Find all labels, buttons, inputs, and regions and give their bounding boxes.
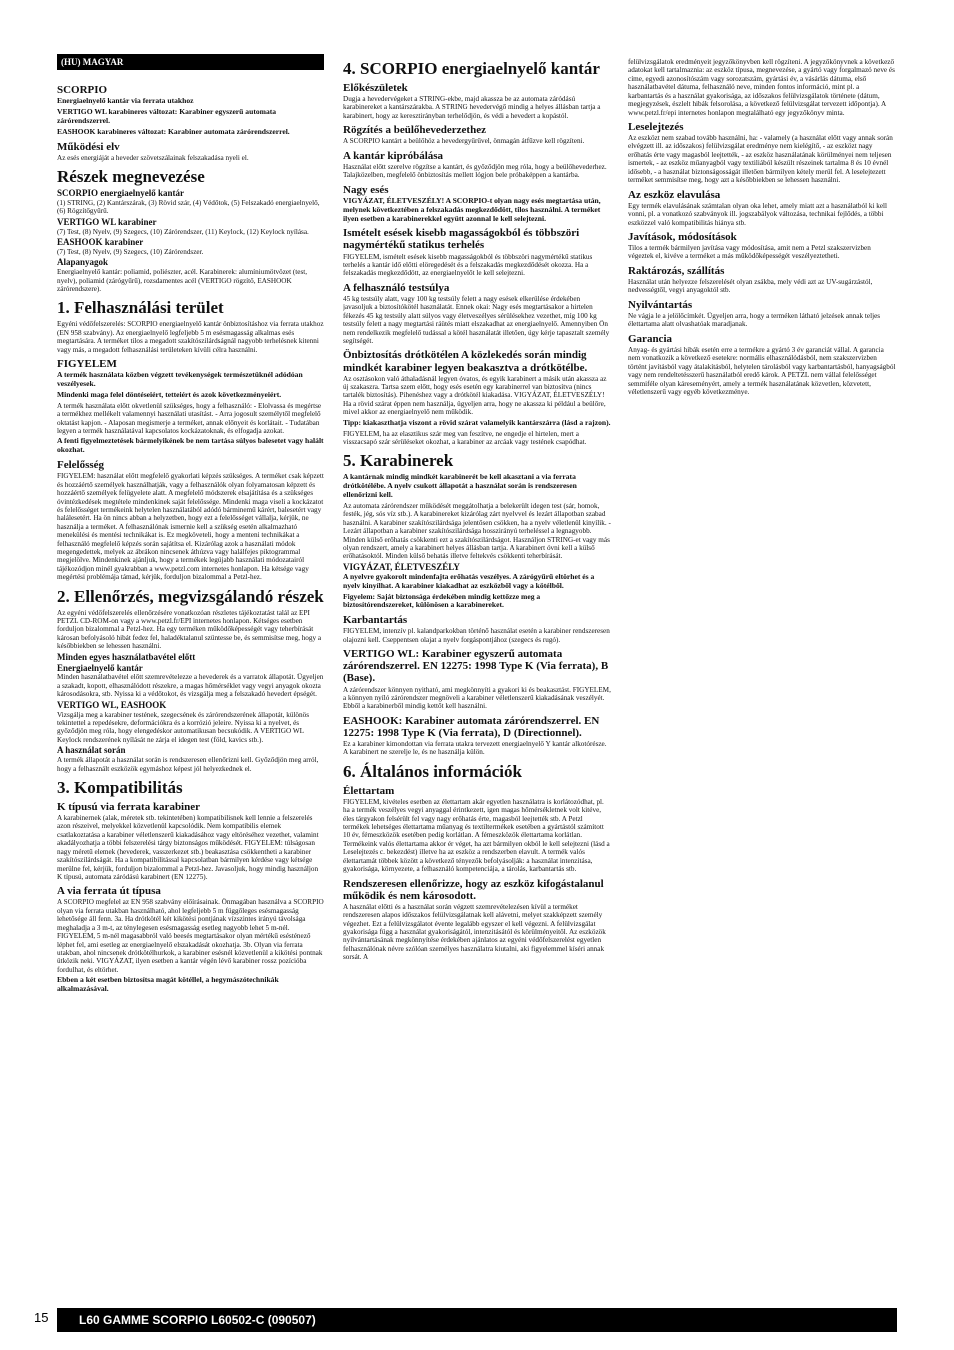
- paragraph: A kantárnak mindig mindkét karabinerét be kell akasztani a via ferrata drótkötélébe. A nyelv csukott állapotát a használat során is rendszeresen ellenőrizni kell.: [343, 472, 577, 500]
- paragraph: Az esés energiáját a heveder szövetszálainak felszakadása nyeli el.: [57, 153, 249, 162]
- section-heading: K típusú via ferrata karabiner: [57, 800, 200, 813]
- section-heading: Nyilvántartás: [628, 298, 693, 311]
- column-1: [57, 54, 324, 996]
- section-heading: EASHOOK: Karabiner automata zárórendszerrel. EN 12275: 1998 Type K (Via ferrata), D (Directionnel).: [343, 714, 600, 739]
- paragraph: Mindenki maga felel döntéseiért, tetteiért és azok következményeiért.: [57, 389, 282, 399]
- section-heading: 5. Karabinerek: [343, 451, 454, 471]
- paragraph: Az osztásokon való áthaladásnál legyen óvatos, és egyik karabinert a másik után akassza az új szakaszra. Tartsa szem előtt, hogy esés esetén egy karabinerrel van biztosítva (nincs tartalék biztosítás). Pihenéshez vagy a drótkötél kiakadása. VIGYÁZAT, ÉLETVESZÉLY! Ha a rövid szárat éppen nem használja, ügyeljen arra, hogy ne akassza ki például a beülőre, mivel akkor az energiaelnyelő nem működik.: [343, 374, 607, 417]
- paragraph: FIGYELEM, intenzív pl. kalandparkokban történő használat esetén a karabiner rendszeresen olajozni kell. Cseppentsen olajat a nyelv forgáspontjához (szegecs és rugó).: [343, 627, 610, 644]
- section-heading: A felhasználó testsúlya: [343, 281, 450, 294]
- section-heading: Garancia: [628, 332, 672, 345]
- paragraph: A zárórendszer könnyen nyitható, ami megkönnyíti a gyakori ki és beakasztást. FIGYELEM, a könnyen nyíló zárórendszer megnöveli a karabiner véletlenszerű kiakadásának veszélyét. Ebből a karabinerből mindig kettőt kell használni.: [343, 685, 611, 711]
- paragraph: VERTIGO WL karabineres változat: Karabiner egyszerű automata zárórendszerrel.: [57, 106, 277, 125]
- paragraph: (1) STRING, (2) Kantárszárak, (3) Rövid szár, (4) Védőtok, (5) Felszakadó energiaelnyelő, (6) Rögzítőgyűrű.: [57, 198, 320, 216]
- paragraph: FIGYELEM, ismételt esések kisebb magasságokból és többszöri nagymértékű statikus terhelés a kantár idő előtti elöregedését és a felszakadás megkezdődését okozza. Ha a felszakadás megkezdődött, az energiaelnyelőt le kell selejtezni.: [343, 252, 593, 278]
- column-2: [343, 54, 611, 964]
- paragraph: A termék használata közben végzett tevékenységek természetüknél adódóan veszélyesek.: [57, 370, 303, 388]
- section-heading: Energiaelnyelő kantár: [57, 662, 143, 673]
- paragraph: A használat előtti és a használat során végzett szemrevételezésen kívül a terméket rendszeresen alapos időszakos felülvizsgálatnak kell alávetni, melyet szakképzett személy végezhet. Ezt a felülvizsgálatot évente legalább egyszer el kell végezni. A felülvizsgálat gyakorisága függ a használat gyakoriságától, intenzitásától és körülményeitől. Az eszközök nyilvántartásának megkönnyítése érdekében ajánlatos az egyéni védőfelszerelést egyetlen felhasználónak névre szólóan személyes használatra kiutalni, aki figyelemmel kíséri annak sorsát. A: [343, 902, 606, 962]
- paragraph: FIGYELEM, kivételes esetben az élettartam akár egyetlen használatra is korlátozódhat, pl. ha a termék veszélyes vegyi anyaggal érintkezett, igen magas hőmérsékletnek volt kitéve, éles tárgyakon felsérült fel vagy nagy erőhatás érte, magasból leejtették stb. A Petzl termékek lehetséges élettartama műanyag és textiltermékek esetében a gyártástól számított 10 év, fémeszközök esetében pedig korlátlan. A fémeszközök élettartama korlátlan. Termékeink valós élettartama akkor ér véget, ha azt bármilyen okból le kell selejtezni (lásd a Leselejtezés c. bekezdést) illetve ha az eszköz a rendszerben elavult. A termék valós élettartamát többek között a következő tényezők befolyásolják: a használat intenzitása, gyakorisága, környezete, a felhasználó kompetenciája, a tárolás, karbantartás stb.: [343, 797, 610, 874]
- paragraph: Ez a karabiner kimondottan via ferrata utakra tervezett energiaelnyelő Y kantár alkotórésze. A karabinert ne szerelje le, és ne használja külön.: [343, 739, 607, 757]
- paragraph: Használat után helyezze felszerelését olyan zsákba, mely védi azt az UV-sugárzástól, nedvességtől, vegyi anyagoktól stb.: [628, 277, 873, 295]
- section-heading: A kantár kipróbálása: [343, 149, 444, 162]
- section-heading: Felelősség: [57, 459, 105, 472]
- paragraph: Ebben a két esetben biztosítsa magát kötéllel, a hegymászótechnikák alkalmazásával.: [57, 975, 279, 994]
- paragraph: EASHOOK karabineres változat: Karabiner automata zárórendszerrel.: [57, 126, 290, 136]
- paragraph: Egy termék elavulásának számtalan olyan oka lehet, amely miatt azt a használatból ki kell vonni, pl. a vonatkozó szabványok ill. jogszabályok változása, technikai fejlődés, a többi eszközzel való kompatibilitás hiánya stb.: [628, 201, 888, 227]
- paragraph: Vizsgálja meg a karabiner testének, szegecsének és zárórendszerének állapotát, különös tekintettel a repedésekre, deformációkra és a korrózió jeleire. Nyissa ki a nyelvet, és győződjön meg róla, hogy elengedéskor automatikusan becsukódik. A VERTIGO WL Keylock rendszerének nyílását ne zárja el idegen test (föld, kavics stb.).: [57, 710, 310, 744]
- paragraph: A fenti figyelmeztetések bármelyikének be nem tartása súlyos balesetet vagy halált okozhat.: [57, 436, 324, 455]
- page-number: 15: [34, 1310, 49, 1325]
- paragraph: FIGYELEM, ha az elasztikus szár meg van feszítve, ne engedje el hirtelen, mert a visszacsapó szár sérüléseket okozhat, a karabiner az arcáak vagy testének csapódhat.: [343, 429, 587, 447]
- section-heading: VIGYÁZAT, ÉLETVESZÉLY: [343, 561, 460, 572]
- language-header: (HU) MAGYAR: [57, 54, 324, 70]
- paragraph: A SCORPIO kantárt a beülőhöz a hevedergyűrűvel, önmagán átfűzve kell rögzíteni.: [343, 137, 585, 146]
- paragraph: (7) Test, (8) Nyelv, (9) Szegecs, (10) Zárórendszer, (11) Keylock, (12) Keylock nyílása.: [57, 227, 309, 236]
- section-heading: Nagy esés: [343, 183, 389, 196]
- section-heading: Az eszköz elavulása: [628, 188, 721, 201]
- paragraph: 45 kg testsúly alatt, vagy 100 kg testsúly felett a nagy esések elkerülése érdekében javasoljuk a biztosítókötél használatát. Ennek okai: Nagy esés megtartásakor a hirtelen fékezés 45 kg testsúly alatt súlyos vagy életveszélyes sérülésekhez vezethet, míg 100 kg testsúly felett a nagy megtartási ráütés miatt elszakadhat az energiaelnyelő. Amennyiben Ön nem rendelkezik megfelelő tudással a kötél használatát illetően, úgy kérje tapasztalt személy segítségét.: [343, 294, 610, 346]
- paragraph: felülvizsgálatok eredményeit jegyzőkönyvben kell rögzíteni. A jegyzőkönyvnek a következő adatokat kell tartalmaznia: az eszköz típusa, megnevezése, a gyártó vagy forgalmazó neve és címe, egyedi azonosítószám vagy sorozatszám, gyártási év, a vásárlás dátuma, első használatbavétel dátuma, felhasználó neve, minden fontos információ, mint pl. a karbantartás és a használat gyakorisága, az időszakos felülvizsgálatok története (dátum, megjegyzések, észlelt hibák felsorolása, a következő felülvizsgálat tervezett időpontja). A www.petzl.fr/epi internetes honlapon megtalálható egy jegyzőkönyv minta.: [628, 58, 895, 117]
- section-heading: VERTIGO WL karabiner: [57, 216, 157, 227]
- section-heading: Önbiztosítás drótkötélen A közlekedés során mindig mindkét karabiner legyen beakasztva a drótkötélbe.: [343, 349, 588, 374]
- section-heading: Javítások, módosítások: [628, 230, 737, 243]
- paragraph: Egyéni védőfelszerelés: SCORPIO energiaelnyelő kantár önbiztosításhoz via ferrata utakhoz (EN 958 szabvány). Az energiaelnyelő legfeljebb 5 m esésmagasság alkalmas esés megtartására. A terméket tilos a megadott szakítószilárdságnál nagyobb terhelésnek kitenni vagy más, a megadott felhasználási területeken kívüli célra használni.: [57, 320, 324, 354]
- section-heading: SCORPIO: [57, 84, 108, 96]
- paragraph: VIGYÁZAT, ÉLETVESZÉLY! A SCORPIO-t olyan nagy esés megtartása után, melynek következtében a felszakadás megkezdődött, tilos használni. A terméket ilyen esetben a karabinerekkel együtt azonnal le kell selejtezni.: [343, 195, 601, 223]
- section-heading: EASHOOK karabiner: [57, 237, 144, 247]
- paragraph: Anyag- és gyártási hibák esetén erre a termékre a gyártó 3 év garanciát vállal. A garancia nem vonatkozik a következő esetekre: normális elhasználódásból, nem szakszervizben történt javításból vagy átalakításból, helytelen tárolásból vagy karbantartásból, hanyagságból vagy nem rendeltetésszerű használatból eredő károk. A PETZL nem vállal felelősséget semmiféle olyan káreseményért, amely a termék használatának közvetlen, közvetett, véletlenszerű vagy egyéb következménye.: [628, 345, 896, 396]
- section-heading: Raktározás, szállítás: [628, 264, 725, 277]
- section-heading: Részek megnevezése: [57, 167, 205, 187]
- paragraph: A SCORPIO megfelel az EN 958 szabvány előírásainak. Önmagában használva a SCORPIO olyan via ferrata utakban használható, ahol legfeljebb 5 m függőleges esésmagasság lehetősége áll fenn. 3a. Ha drótkötél két kikötési pontjának vízszintes irányú távolsága meghaladja a 3 m-t, az ténylegesen esésmagasság esetleg nagyobb lehet 5 m-nél. FIGYELEM, 5 m-nél magasabbról való beesés megtartásakor olyan mértékű esésténező léphet fel, ami esetleg az energiaelnyelő elszakadását okozhatja. 3b. Olyan via ferrata utakban, ahol nincsenek drótkötélhurkok, a karabiner esésnél közvetlenül a kikötési pontnak ütközik neki. VIGYÁZAT, ilyen esetben a kantár végén lévő karabiner rossz pozícióba fordulhat, és eltörhet.: [57, 898, 324, 974]
- paragraph: Figyelem: Saját biztonsága érdekében mindig kettőzze meg a biztosítórendszereket, különösen a karabinereket.: [343, 591, 541, 610]
- paragraph: A termék használata előtt okvetlenül szükséges, hogy a felhasználó: - Elolvassa és megértse a termékhez mellékelt valamennyi használati utasítást. - Arra jogosult személytől megfelelő oktatást kapjon. - Alaposan megismerje a terméket, annak előnyeit és korlátait. - Tudatában legyen a termék használatával kapcsolatos kockázatoknak, és elfogadja azokat.: [57, 401, 322, 435]
- paragraph: Tipp: kiakaszthatja viszont a rövid szárat valamelyik kantárszárra (lásd a rajzon).: [343, 417, 611, 427]
- footer-bar: L60 GAMME SCORPIO L60502-C (090507): [57, 1308, 897, 1332]
- paragraph: Minden használatbavétel előtt szemrevételezze a hevederek és a varratok állapotát. Ügyeljen a szakadt, kopott, elhasználódott részekre, a magas hőmérséklet vagy vegyi anyagok okozta károsodásokra, stb. Nyissa ki a védőtokot, és vizsgálja meg a felszakadó hevedert épségét.: [57, 673, 324, 699]
- paragraph: Az egyéni védőfelszerelés ellenőrzésére vonatkozóan részletes tájékoztatást talál az EPI PETZL CD-ROM-on vagy a www.petzl.fr/EPI internetes honlapon. Kétséges esetben forduljon bizalommal a Petzl-hez. Ha egy terméken működőképességét vagy teherbírását károsan befolyásoló hibát fedez fel, haladéktalanul szüntesse be, és semmisítse meg, hogy a későbbiekben se lehessen használni.: [57, 608, 322, 651]
- section-heading: VERTIGO WL, EASHOOK: [57, 699, 167, 710]
- paragraph: (7) Test, (8) Nyelv, (9) Szegecs, (10) Zárórendszer.: [57, 247, 204, 256]
- column-1-content: [57, 84, 324, 994]
- paragraph: Az automata zárórendszer működését meggátolhatja a belekerült idegen test (sár, homok, festék, jég, sós víz stb.). A karabinereket kizárólag zárt nyelvvel és lezárt állapotban szabad használni. A karabiner szakítószilárdsága jelentősen csökken, ha a nyelv véletlenül kinyílik. - Lezárt állapotban a karabiner szakítószilárdsága hosszirányú terheléssel a legnagyobb. Minden külső erőhatás csökkenti ezt a szakítószilárdságot. Használjon STRING-et vagy más olyan rendszert, amely a karabinert helyes állásban tartja. A karabinert óvni kell a külső erőhatásoktól. Minden külső behatás illetve feltekvés csökkenti teherbírását.: [343, 501, 611, 561]
- section-heading: Rögzítés a beülőhevederzethez: [343, 124, 486, 137]
- paragraph: A karabinernek (alak, méretek stb. tekintetében) kompatibilisnek kell lennie a felszerelés azon részeivel, melyekkel közvetlenül kapcsolódik. Nem kompatibilis elemek csatlakoztatása a karabiner véletlenszerű kiakadásához vagy eltöréséhez vezethet, valamint akadályozhatja a többi felszerelési tárgy biztonságos működését. FIGYELEM: túlságosan nagy méretű elemek (hevederek, vasszerkezet stb.) beakasztása csökkentheti a karabiner szakítószilárdságát. Ha a kompatibilitással kapcsolatban bármilyen kérdése vagy kétsége merülne fel, kérjük, forduljon bizalommal a Petzl-hez. Javasoljuk, hogy mindig használjon K típusú, automata záródású karabinert (EN 12275).: [57, 813, 319, 881]
- section-heading: Működési elv: [57, 140, 120, 153]
- section-heading: 2. Ellenőrzés, megvizsgálandó részek: [57, 586, 324, 606]
- section-heading: Minden egyes használatbavétel előtt: [57, 651, 196, 662]
- section-heading: 4. SCORPIO energiaelnyelő kantár: [343, 59, 600, 78]
- section-heading: Előkészületek: [343, 81, 408, 94]
- section-heading: Leselejtezés: [628, 120, 684, 133]
- section-heading: Karbantartás: [343, 614, 408, 627]
- section-heading: A használat során: [57, 745, 126, 756]
- section-heading: Rendszeresen ellenőrizze, hogy az eszköz kifogástalanul működik és nem károsodott.: [343, 877, 604, 902]
- section-heading: Alapanyagok: [57, 257, 109, 268]
- section-heading: A via ferrata út típusa: [57, 885, 161, 898]
- paragraph: Dugja a hevedervégeket a STRING-ekbe, majd akassza be az automata záródású karabinereket a kantárszárakba. A STRING hevedervégő mindig a helyes állásban tartja a karabinert, hogy az keresztirányban terhelődjön, és védi a hevedert a kopástól.: [343, 94, 601, 120]
- section-heading: SCORPIO energiaelnyelő kantár: [57, 187, 184, 198]
- paragraph: Energiaelnyelő kantár via ferrata utakhoz: [57, 96, 194, 106]
- section-heading: VERTIGO WL: Karabiner egyszerű automata zárórendszerrel. EN 12275: 1998 Type K (Via ferrata), B (Base).: [343, 648, 609, 685]
- section-heading: Ismételt esések kisebb magasságokból és többszöri nagymértékű statikus terhelés: [343, 227, 580, 252]
- section-heading: Élettartam: [343, 784, 395, 797]
- paragraph: Ne vágja le a jelölőcímkét. Ügyeljen arra, hogy a terméken látható jelzések annak teljes élettartama alatt olvashatóak maradjanak.: [628, 311, 881, 329]
- paragraph: FIGYELEM: használat előtt megfelelő gyakorlati képzés szükséges. A terméket csak képzett és hozzáértő személyek használhatják, vagy a felhasználók olyan folyamatosan képzett és hozzáértő személyek felügyelete alatt. A megfelelő módszerek elsajátítása és a szükséges óvintézkedések megtétele mindenkinek saját felelőssége. Mindenki maga viseli a kockázatot és felelősséget termékeink helytelen használatából adódó bárminemű kárért, balesetért vagy halálesetért. Ha ön nincs abban a helyzetben, hogy ezt a felelősséget vállalja, kérjük, ne használja a terméket. A felhasználónak ismernie kell a szükség esetén alkalmazható menekülési és mentési technikákat is. Ez megköveteli, hogy a menteni technikákat a felhasználó megfelelő képzés során sajátítsa el. Kizárólag azok a használati módok megengedettek, melyek az ábrákon nincsenek áthúzva vagy halálfejes piktogrammal megjelölve. Mindenkinek ajánljuk, hogy a termékek legújabb használati módozatairól tájékozódjon minél gyakrabban a www.petzl.com internetes honlapon. Ha kétsége vagy megértési problémája támad, kérjük, forduljon bizalommal a Petzl-hez.: [57, 472, 324, 582]
- section-heading: 1. Felhasználási terület: [57, 298, 224, 318]
- paragraph: Használat előtt szerelve rögzítse a kantárt, és győződjön meg róla, hogy a beülőhevederhez. Talajközelben, megfelelő önbiztosítás mellett lógjon bele próbaképpen a kantárba.: [343, 162, 607, 180]
- column-3: [628, 58, 896, 398]
- paragraph: Az eszközt nem szabad tovább használni, ha: - valamely (a használat előtt vagy annak során elvégzett ill. az időszakos) felülvizsgálat eredménye nem kielégítő, - az eszközt nagy erőhatás érte vagy magasból leejtették, - az eszköz használatának körülményei nem teljesen ismertek, - az eszköz műanyagból vagy textiliából készült részeinek tartalma 8 és 10 évnél idősebb, - a használat biztonságosságát illetően bármilyen kétely merül fel. A leselejtezett terméket semmisítse meg, hogy azt a későbbiekben se lehessen használni.: [628, 134, 893, 185]
- section-heading: 6. Általános információk: [343, 761, 522, 781]
- section-heading: 3. Kompatibilitás: [57, 778, 183, 798]
- paragraph: Tilos a termék bármilyen javítása vagy módosítása, amit nem a Petzl szakszervizben végeztek el, kivéve a terméket a más működőképességét veszélyeztetheti.: [628, 244, 871, 261]
- paragraph: Energiaelnyelő kantár: poliamid, poliészter, acél. Karabinerek: alumíniumötvözet (test, nyelv), poliamid (zárógyűrű), rozsdamentes acél (VERTIGO rögzítő, EASHOOK zárórendszere).: [57, 268, 308, 294]
- paragraph: A nyelvre gyakorolt mindenfajta erőhatás veszélyes. A zárógyűrű eltörhet és a nyelv kinyílhat. A karabiner kiakadhat az eszközből vagy a kötélből.: [343, 571, 595, 590]
- section-heading: FIGYELEM: [57, 358, 117, 370]
- paragraph: A termék állapotát a használat során is rendszeresen ellenőrizni kell. Győződjön meg arról, hogy a felhasznált eszközök egymáshoz képest jól helyezkednek el.: [57, 756, 319, 773]
